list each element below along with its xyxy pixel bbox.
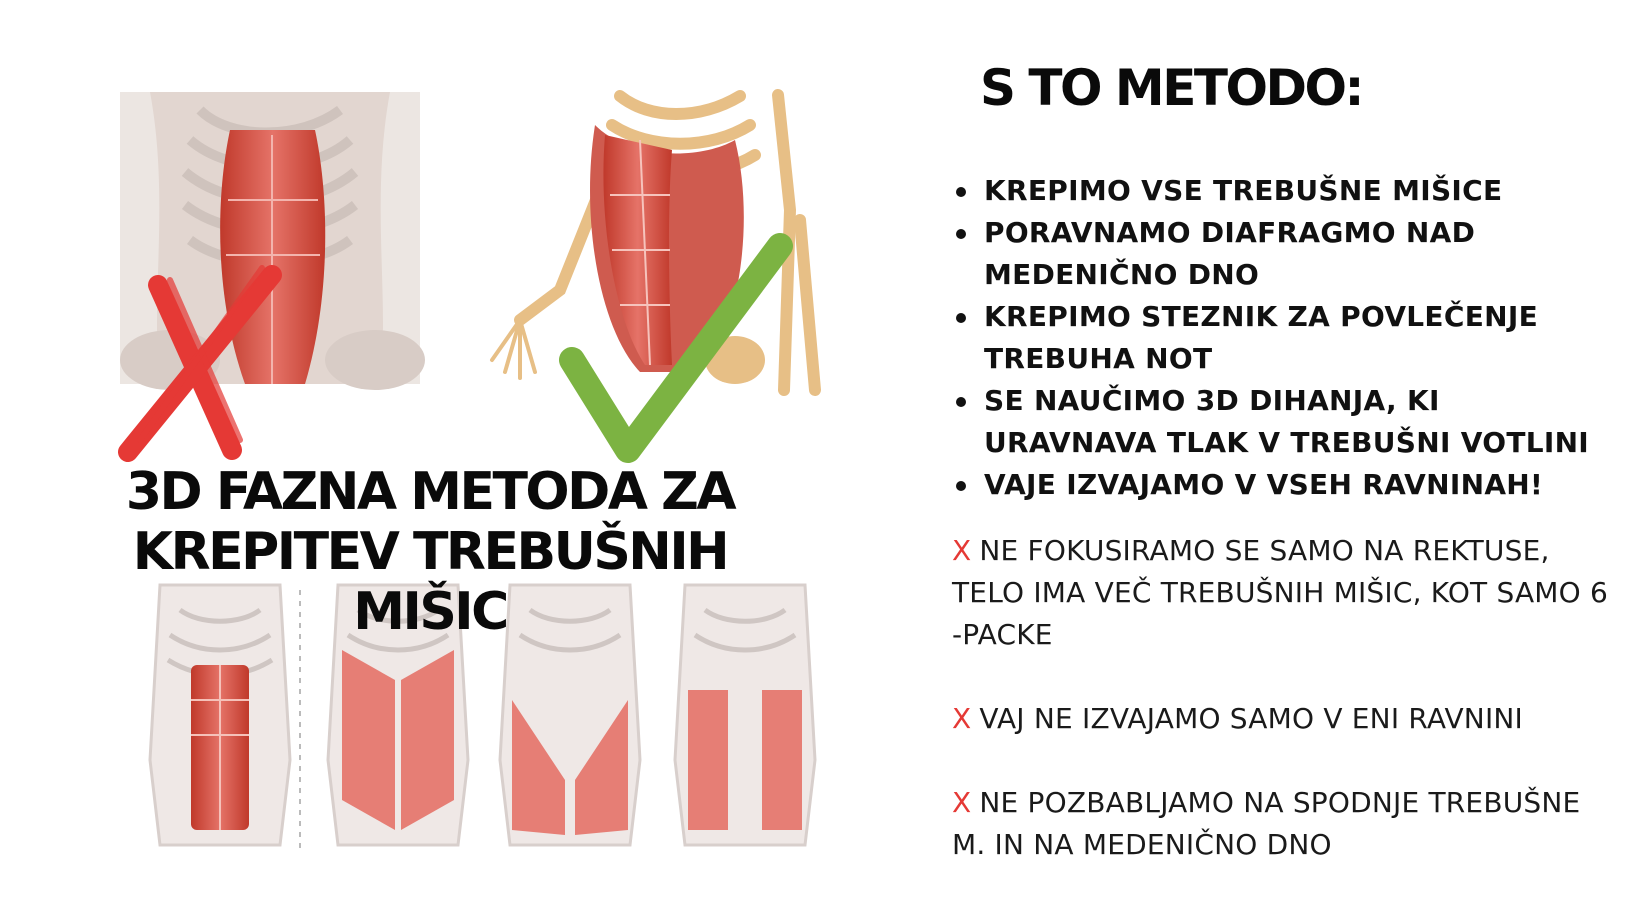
note-text: NE POZBABLJAMO NA SPODNJE TREBUŠNE M. IN NA MEDENIČNO DNO (952, 786, 1581, 861)
note-item (952, 530, 1622, 656)
list-item (950, 212, 1610, 296)
list-item (950, 170, 1610, 212)
list-item (950, 464, 1610, 506)
list-item-text: SE NAUČIMO 3D DIHANJA, KI URAVNAVA TLAK V TREBUŠNI VOTLINI (984, 384, 1590, 459)
bullet-icon (956, 481, 966, 491)
bullet-icon (956, 229, 966, 239)
note-text: NE FOKUSIRAMO SE SAMO NA REKTUSE, TELO IMA VEČ TREBUŠNIH MIŠIC, KOT SAMO 6 -PACKE (952, 534, 1609, 651)
list-item-text: KREPIMO STEZNIK ZA POVLEČENJE TREBUHA NOT (984, 300, 1539, 375)
benefits-list (950, 170, 1610, 506)
bullet-icon (956, 313, 966, 323)
note-item (952, 698, 1622, 740)
x-mark-icon: X (952, 786, 972, 819)
list-item (950, 296, 1610, 380)
x-mark-icon: X (952, 534, 972, 567)
list-item-text: PORAVNAMO DIAFRAGMO NAD MEDENIČNO DNO (984, 216, 1476, 291)
method-heading: S TO METODO: (980, 59, 1362, 117)
list-item-text: KREPIMO VSE TREBUŠNE MIŠICE (984, 174, 1503, 207)
bullet-icon (956, 187, 966, 197)
bullet-icon (956, 397, 966, 407)
list-item-text: VAJE IZVAJAMO V VSEH RAVNINAH! (984, 468, 1544, 501)
main-title (60, 462, 800, 642)
note-text: VAJ NE IZVAJAMO SAMO V ENI RAVNINI (979, 702, 1524, 735)
rectus-only-illustration (120, 92, 425, 390)
list-item (950, 380, 1610, 464)
note-item (952, 782, 1622, 866)
main-title-line-2: KREPITEV TREBUŠNIH MIŠIC (132, 522, 728, 642)
main-title-line-1: 3D FAZNA METODA ZA (125, 462, 735, 522)
notes-section (952, 530, 1622, 908)
x-mark-icon: X (952, 702, 972, 735)
